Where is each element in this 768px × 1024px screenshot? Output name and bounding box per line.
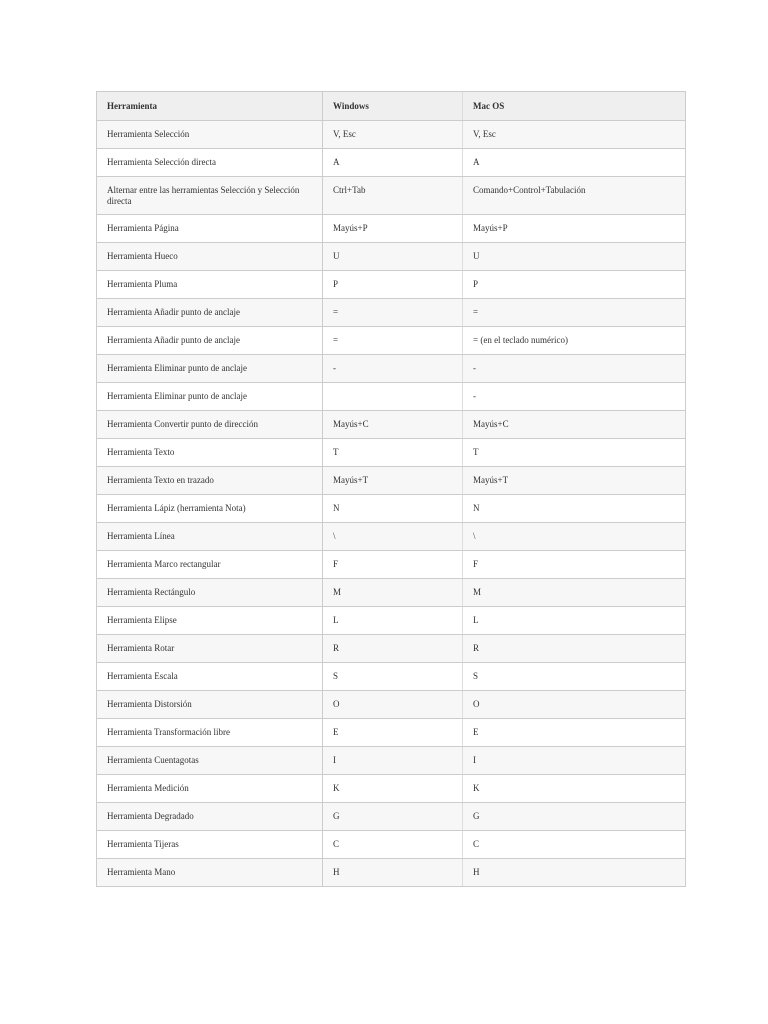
cell-macos: T	[463, 439, 686, 467]
table-row	[97, 859, 686, 887]
cell-macos: O	[463, 691, 686, 719]
cell-macos: = (en el teclado numérico)	[463, 327, 686, 355]
cell-windows: I	[323, 747, 463, 775]
cell-macos: \	[463, 523, 686, 551]
cell-windows: E	[323, 719, 463, 747]
cell-windows	[323, 383, 463, 411]
cell-macos: E	[463, 719, 686, 747]
cell-windows: Mayús+C	[323, 411, 463, 439]
table-row	[97, 775, 686, 803]
cell-windows: -	[323, 355, 463, 383]
table-row	[97, 383, 686, 411]
table-row	[97, 803, 686, 831]
cell-tool: Herramienta Eliminar punto de anclaje	[97, 355, 323, 383]
cell-windows: Mayús+P	[323, 215, 463, 243]
cell-macos: H	[463, 859, 686, 887]
cell-macos: V, Esc	[463, 121, 686, 149]
cell-macos: L	[463, 607, 686, 635]
cell-macos: U	[463, 243, 686, 271]
cell-windows: Ctrl+Tab	[323, 177, 463, 215]
cell-tool: Herramienta Escala	[97, 663, 323, 691]
cell-windows: \	[323, 523, 463, 551]
cell-macos: C	[463, 831, 686, 859]
cell-tool: Herramienta Degradado	[97, 803, 323, 831]
cell-tool: Herramienta Mano	[97, 859, 323, 887]
cell-macos: S	[463, 663, 686, 691]
cell-windows: U	[323, 243, 463, 271]
table-row	[97, 243, 686, 271]
table-row	[97, 327, 686, 355]
shortcut-table	[96, 91, 686, 887]
cell-macos: -	[463, 383, 686, 411]
table-row	[97, 411, 686, 439]
cell-tool: Herramienta Añadir punto de anclaje	[97, 327, 323, 355]
table-body	[97, 121, 686, 887]
table-row	[97, 719, 686, 747]
table-row	[97, 747, 686, 775]
cell-tool: Herramienta Distorsión	[97, 691, 323, 719]
table-row	[97, 215, 686, 243]
table-row	[97, 523, 686, 551]
table-row	[97, 271, 686, 299]
cell-macos: Mayús+C	[463, 411, 686, 439]
cell-macos: G	[463, 803, 686, 831]
cell-tool: Herramienta Línea	[97, 523, 323, 551]
cell-tool: Alternar entre las herramientas Selección y Selección directa	[97, 177, 323, 215]
cell-macos: M	[463, 579, 686, 607]
cell-windows: K	[323, 775, 463, 803]
cell-windows: P	[323, 271, 463, 299]
table-row	[97, 121, 686, 149]
cell-tool: Herramienta Rotar	[97, 635, 323, 663]
header-row	[97, 92, 686, 121]
cell-tool: Herramienta Tijeras	[97, 831, 323, 859]
cell-windows: M	[323, 579, 463, 607]
table-row	[97, 149, 686, 177]
cell-tool: Herramienta Texto	[97, 439, 323, 467]
cell-macos: A	[463, 149, 686, 177]
cell-tool: Herramienta Transformación libre	[97, 719, 323, 747]
cell-tool: Herramienta Hueco	[97, 243, 323, 271]
cell-tool: Herramienta Página	[97, 215, 323, 243]
cell-windows: H	[323, 859, 463, 887]
cell-tool: Herramienta Convertir punto de dirección	[97, 411, 323, 439]
header-macos: Mac OS	[463, 92, 686, 121]
header-windows: Windows	[323, 92, 463, 121]
cell-tool: Herramienta Texto en trazado	[97, 467, 323, 495]
cell-macos: =	[463, 299, 686, 327]
cell-macos: K	[463, 775, 686, 803]
table-row	[97, 635, 686, 663]
table-row	[97, 467, 686, 495]
cell-macos: Mayús+T	[463, 467, 686, 495]
cell-tool: Herramienta Medición	[97, 775, 323, 803]
cell-tool: Herramienta Marco rectangular	[97, 551, 323, 579]
cell-windows: V, Esc	[323, 121, 463, 149]
cell-windows: =	[323, 327, 463, 355]
table-row	[97, 579, 686, 607]
cell-tool: Herramienta Elipse	[97, 607, 323, 635]
cell-windows: =	[323, 299, 463, 327]
cell-tool: Herramienta Selección	[97, 121, 323, 149]
table-row	[97, 691, 686, 719]
cell-macos: -	[463, 355, 686, 383]
cell-macos: Mayús+P	[463, 215, 686, 243]
table-row	[97, 439, 686, 467]
cell-tool: Herramienta Eliminar punto de anclaje	[97, 383, 323, 411]
cell-macos: Comando+Control+Tabulación	[463, 177, 686, 215]
cell-windows: O	[323, 691, 463, 719]
table-row	[97, 551, 686, 579]
cell-windows: G	[323, 803, 463, 831]
table-row	[97, 355, 686, 383]
cell-tool: Herramienta Cuentagotas	[97, 747, 323, 775]
cell-tool: Herramienta Rectángulo	[97, 579, 323, 607]
cell-macos: I	[463, 747, 686, 775]
table-row	[97, 299, 686, 327]
cell-windows: T	[323, 439, 463, 467]
cell-windows: C	[323, 831, 463, 859]
table-row	[97, 663, 686, 691]
table-row	[97, 831, 686, 859]
cell-tool: Herramienta Lápiz (herramienta Nota)	[97, 495, 323, 523]
cell-macos: P	[463, 271, 686, 299]
header-tool: Herramienta	[97, 92, 323, 121]
cell-tool: Herramienta Añadir punto de anclaje	[97, 299, 323, 327]
cell-macos: N	[463, 495, 686, 523]
cell-windows: S	[323, 663, 463, 691]
cell-windows: L	[323, 607, 463, 635]
cell-macos: R	[463, 635, 686, 663]
table-row	[97, 607, 686, 635]
cell-windows: N	[323, 495, 463, 523]
table-row	[97, 177, 686, 215]
cell-windows: R	[323, 635, 463, 663]
cell-windows: Mayús+T	[323, 467, 463, 495]
cell-windows: A	[323, 149, 463, 177]
cell-tool: Herramienta Selección directa	[97, 149, 323, 177]
cell-windows: F	[323, 551, 463, 579]
cell-macos: F	[463, 551, 686, 579]
table-row	[97, 495, 686, 523]
table-header	[97, 92, 686, 121]
cell-tool: Herramienta Pluma	[97, 271, 323, 299]
